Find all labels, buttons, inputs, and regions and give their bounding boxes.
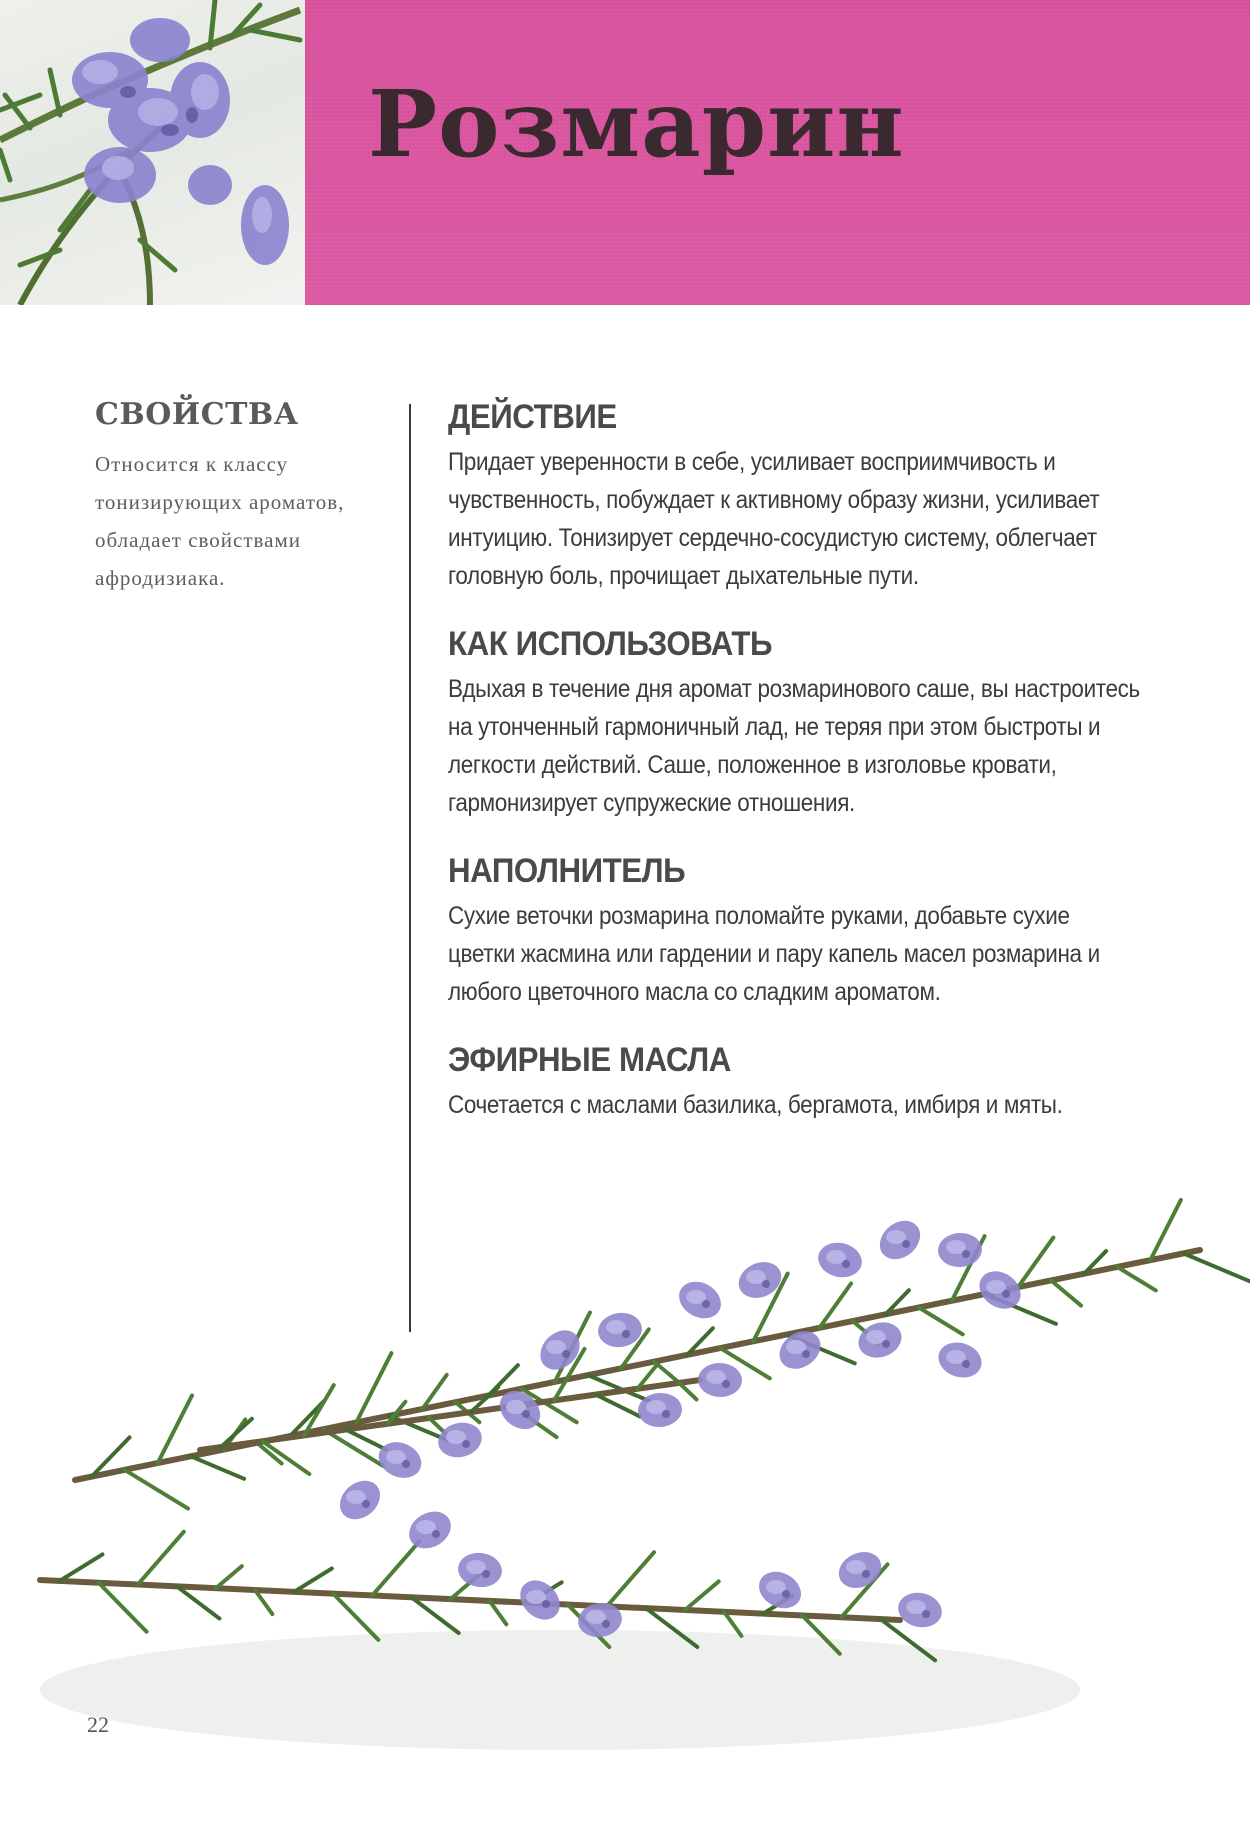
sidebar-text: Относится к классу тонизирующих ароматов, обладает свойствами афродизиака. (95, 452, 345, 590)
rosemary-sprigs-photo (0, 1150, 1250, 1827)
section-text: Сухие веточки розмарина поломайте руками, добавьте сухие цветки жасмина или гардении и пару капель масел розмарина и любого цветочного масла со сладким ароматом. (448, 902, 1100, 1006)
section-text: Придает уверенности в себе, усиливает восприимчивость и чувственность, побуждает к активному образу жизни, усиливает интуицию. Тонизирует сердечно-сосудистую систему, облегчает головную боль, прочищает дыхательные пути. (448, 448, 1100, 590)
section-title: НАПОЛНИТЕЛЬ (448, 852, 686, 890)
section-essential-oils (448, 1041, 1148, 1124)
section-title: ДЕЙСТВИЕ (448, 398, 617, 436)
page-title: Розмарин (368, 70, 905, 178)
section-how-to-use (448, 625, 1148, 822)
section-text: Сочетается с маслами базилика, бергамота, имбиря и мяты. (448, 1091, 1063, 1119)
section-title: ЭФИРНЫЕ МАСЛА (448, 1041, 731, 1079)
section-action (448, 398, 1148, 595)
section-text: Вдыхая в течение дня аромат розмаринового саше, вы настроитесь на утонченный гармоничный лад, не теряя при этом быстроты и легкости действий. Саше, положенное в изголовье кровати, гармонизирует супружеские отношения. (448, 675, 1140, 817)
sidebar-heading: СВОЙСТВА (95, 397, 299, 432)
properties-sidebar (95, 398, 385, 597)
rosemary-flowers-photo (0, 0, 305, 305)
page-number: 22 (87, 1712, 109, 1737)
section-filler (448, 852, 1148, 1011)
main-column (448, 398, 1148, 1154)
section-title: КАК ИСПОЛЬЗОВАТЬ (448, 625, 773, 663)
